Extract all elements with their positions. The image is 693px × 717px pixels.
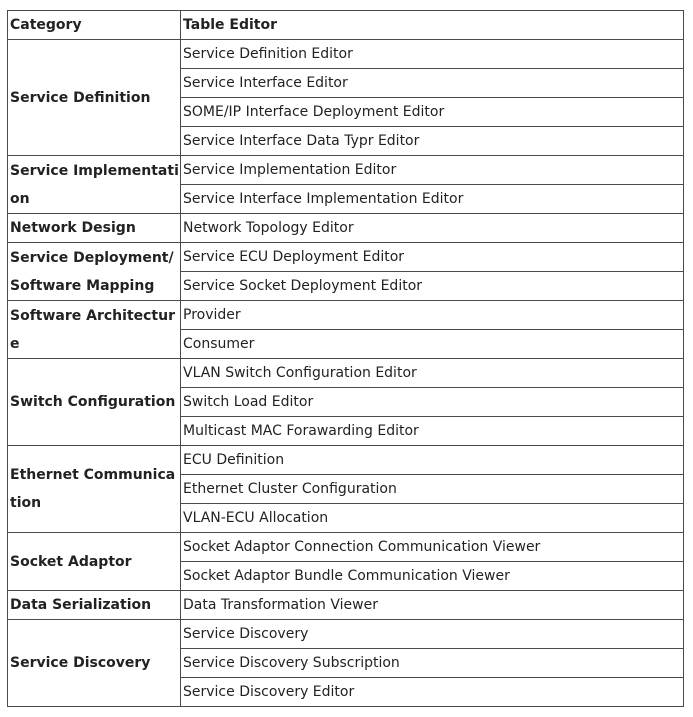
category-cell: Socket Adaptor (8, 533, 181, 591)
category-cell: Software Architecture (8, 301, 181, 359)
category-cell: Service Deployment/Software Mapping (8, 243, 181, 301)
category-cell: Service Discovery (8, 620, 181, 707)
editor-cell: Multicast MAC Forawarding Editor (181, 417, 684, 446)
editor-cell: Socket Adaptor Bundle Communication Viewer (181, 562, 684, 591)
category-cell: Service Definition (8, 40, 181, 156)
editor-cell: Network Topology Editor (181, 214, 684, 243)
editor-cell: ECU Definition (181, 446, 684, 475)
category-cell: Service Implementation (8, 156, 181, 214)
table-row (8, 301, 684, 330)
editor-cell: Service Discovery Subscription (181, 649, 684, 678)
editor-cell: Service ECU Deployment Editor (181, 243, 684, 272)
editor-cell: Socket Adaptor Connection Communication Viewer (181, 533, 684, 562)
editor-cell: VLAN Switch Configuration Editor (181, 359, 684, 388)
editor-cell: Ethernet Cluster Configuration (181, 475, 684, 504)
editor-cell: SOME/IP Interface Deployment Editor (181, 98, 684, 127)
header-row (8, 11, 684, 40)
table-row (8, 446, 684, 475)
table-row (8, 214, 684, 243)
category-cell: Switch Configuration (8, 359, 181, 446)
editor-cell: Data Transformation Viewer (181, 591, 684, 620)
header-category: Category (8, 11, 181, 40)
category-cell: Ethernet Communication (8, 446, 181, 533)
table-row (8, 40, 684, 69)
table-row (8, 533, 684, 562)
editor-cell: Service Interface Implementation Editor (181, 185, 684, 214)
table-row (8, 620, 684, 649)
editor-cell: Consumer (181, 330, 684, 359)
editor-cell: VLAN-ECU Allocation (181, 504, 684, 533)
header-table-editor: Table Editor (181, 11, 684, 40)
editor-cell: Service Definition Editor (181, 40, 684, 69)
table-row (8, 591, 684, 620)
table-row (8, 156, 684, 185)
editor-cell: Service Interface Data Typr Editor (181, 127, 684, 156)
editor-cell: Service Discovery (181, 620, 684, 649)
editor-cell: Service Discovery Editor (181, 678, 684, 707)
editor-cell: Switch Load Editor (181, 388, 684, 417)
editor-cell: Provider (181, 301, 684, 330)
table-row (8, 359, 684, 388)
category-cell: Network Design (8, 214, 181, 243)
editor-cell: Service Interface Editor (181, 69, 684, 98)
table-row (8, 243, 684, 272)
editor-cell: Service Socket Deployment Editor (181, 272, 684, 301)
editor-cell: Service Implementation Editor (181, 156, 684, 185)
category-cell: Data Serialization (8, 591, 181, 620)
category-editor-table (7, 10, 684, 707)
